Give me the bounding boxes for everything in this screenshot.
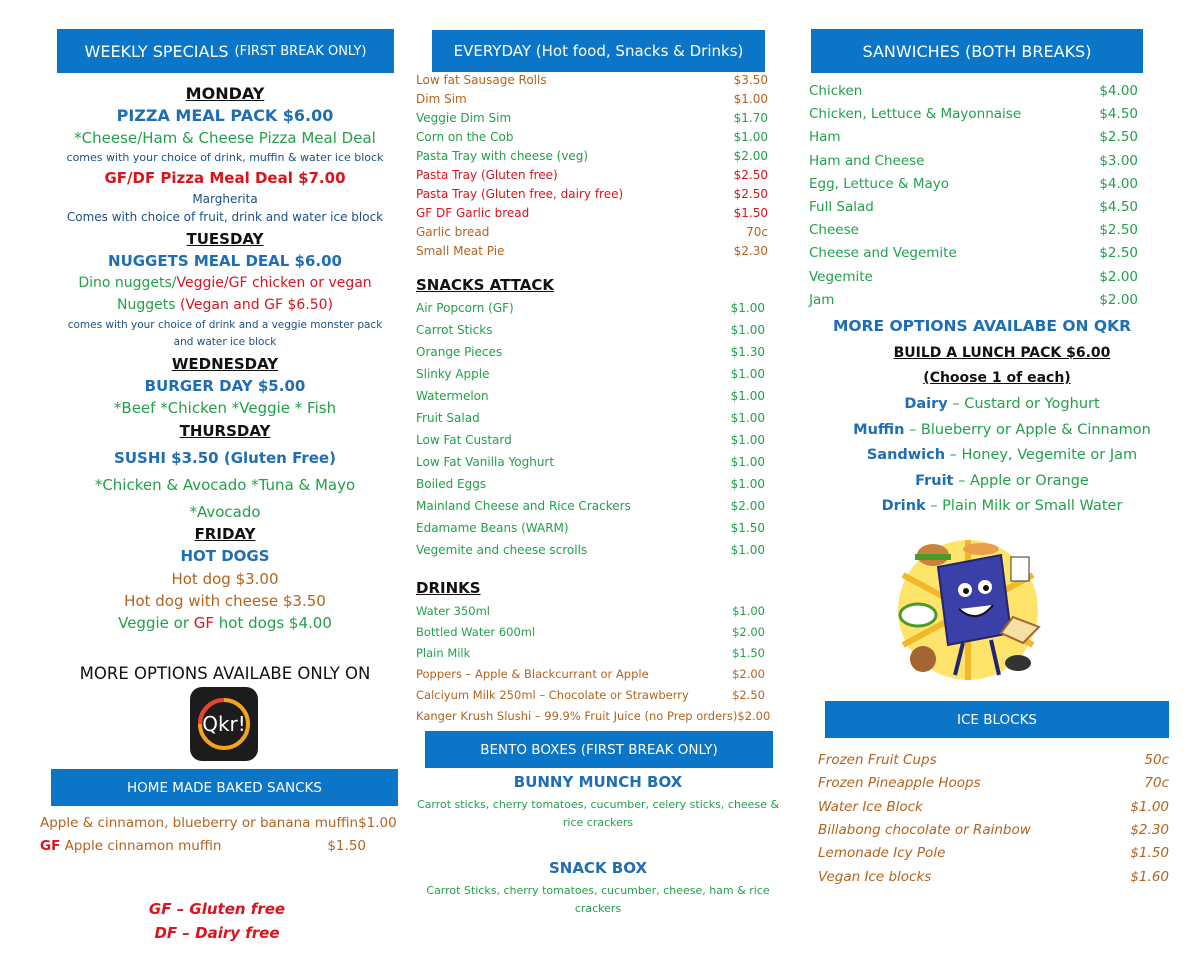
sandwich-item bbox=[809, 129, 1138, 145]
lunch-pack-title: BUILD A LUNCH PACK $6.00 bbox=[893, 345, 1111, 361]
sandwich-item-price: $3.00 bbox=[1099, 152, 1138, 169]
monday-items: *Cheese/Ham & Cheese Pizza Meal Deal bbox=[74, 129, 376, 147]
everyday-item-price: $1.70 bbox=[733, 111, 768, 125]
lunch-pack-item-text: – Blueberry or Apple & Cinnamon bbox=[904, 421, 1151, 438]
snack-item bbox=[416, 367, 765, 381]
snack-item bbox=[416, 499, 765, 513]
lunch-pack-item-label: Muffin bbox=[853, 421, 905, 438]
baked-row bbox=[40, 815, 397, 831]
bunny-box-desc2: rice crackers bbox=[562, 816, 634, 829]
bento-title: BENTO BOXES (FIRST BREAK ONLY) bbox=[480, 741, 718, 758]
lunch-pack-item-text: – Custard or Yoghurt bbox=[947, 396, 1100, 412]
ice-block-item bbox=[818, 752, 1169, 768]
snack-item-price: $1.00 bbox=[730, 389, 765, 403]
drink-item bbox=[416, 604, 765, 618]
everyday-item-name: Corn on the Cob bbox=[416, 130, 514, 144]
lunch-pack-item bbox=[820, 498, 1184, 514]
sandwich-item-name: Cheese and Vegemite bbox=[809, 245, 957, 262]
snack-box-desc1: Carrot Sticks, cherry tomatoes, cucumber, cheese, ham & rice bbox=[426, 884, 770, 897]
tuesday-heading: TUESDAY bbox=[186, 230, 264, 248]
lunch-pack-item bbox=[820, 422, 1184, 438]
ice-block-item-name: Frozen Fruit Cups bbox=[818, 752, 937, 768]
ice-block-item-price: $1.60 bbox=[1130, 868, 1169, 885]
friday-item3 bbox=[40, 614, 410, 632]
snacks-heading: SNACKS ATTACK bbox=[416, 276, 554, 294]
everyday-header bbox=[432, 30, 765, 72]
lunch-pack-item bbox=[820, 473, 1184, 489]
snack-item-price: $1.00 bbox=[730, 301, 765, 315]
snack-item bbox=[416, 455, 765, 469]
ice-blocks-title: ICE BLOCKS bbox=[956, 711, 1037, 728]
friday-item3-b: GF bbox=[193, 614, 215, 632]
snack-box-desc2: crackers bbox=[574, 902, 622, 915]
tuesday-line2-b: (Vegan and GF $6.50) bbox=[179, 297, 333, 313]
sandwich-item-price: $2.00 bbox=[1099, 291, 1138, 308]
snack-item bbox=[416, 301, 765, 315]
sandwich-item bbox=[809, 106, 1138, 122]
snack-item-price: $1.00 bbox=[730, 433, 765, 447]
drink-item-name: Plain Milk bbox=[416, 646, 471, 660]
snack-item-name: Low Fat Vanilla Yoghurt bbox=[416, 455, 555, 469]
thursday-items2: *Avocado bbox=[189, 503, 261, 521]
lunch-pack-item-text: – Plain Milk or Small Water bbox=[925, 498, 1123, 514]
qkr-label: Qkr! bbox=[202, 712, 246, 736]
everyday-item-name: Dim Sim bbox=[416, 92, 467, 106]
sandwich-item-price: $4.00 bbox=[1099, 175, 1138, 192]
snack-item-name: Watermelon bbox=[416, 389, 489, 403]
everyday-item-price: $2.50 bbox=[733, 168, 768, 182]
sandwiches-header bbox=[811, 29, 1143, 73]
more-options-qkr-right: MORE OPTIONS AVAILABE ON QKR bbox=[832, 317, 1132, 335]
ice-blocks-header bbox=[825, 701, 1169, 738]
snack-item-name: Low Fat Custard bbox=[416, 433, 512, 447]
ice-block-item bbox=[818, 775, 1169, 791]
everyday-item bbox=[416, 225, 768, 239]
snack-item-name: Slinky Apple bbox=[416, 367, 490, 381]
thursday-title: SUSHI $3.50 (Gluten Free) bbox=[114, 449, 336, 467]
sandwich-item bbox=[809, 83, 1138, 99]
snack-item-price: $1.00 bbox=[730, 543, 765, 557]
tuesday-line1-a: Dino nuggets/ bbox=[78, 275, 177, 291]
sandwich-item bbox=[809, 269, 1138, 285]
sandwich-item bbox=[809, 292, 1138, 308]
lunch-pack-item-label: Sandwich bbox=[866, 447, 946, 463]
sandwiches-title: SANWICHES (BOTH BREAKS) bbox=[862, 41, 1092, 61]
everyday-item-name: Garlic bread bbox=[416, 225, 490, 239]
bunny-box-desc1: Carrot sticks, cherry tomatoes, cucumber, celery sticks, cheese & bbox=[416, 798, 780, 811]
legend-gf: GF – Gluten free bbox=[148, 900, 286, 918]
ice-block-item-price: 50c bbox=[1144, 752, 1169, 768]
everyday-title: EVERYDAY (Hot food, Snacks & Drinks) bbox=[453, 42, 744, 60]
friday-item2: Hot dog with cheese $3.50 bbox=[124, 592, 326, 610]
thursday-items: *Chicken & Avocado *Tuna & Mayo bbox=[94, 476, 356, 494]
snack-item-price: $1.00 bbox=[730, 411, 765, 425]
everyday-item bbox=[416, 111, 768, 125]
sandwich-item-name: Chicken bbox=[809, 83, 863, 99]
everyday-item-name: Low fat Sausage Rolls bbox=[416, 73, 547, 87]
snack-item-name: Edamame Beans (WARM) bbox=[416, 521, 569, 535]
snack-item-name: Air Popcorn (GF) bbox=[416, 301, 514, 315]
everyday-item bbox=[416, 187, 768, 201]
sandwich-item bbox=[809, 245, 1138, 261]
weekly-specials-subtitle: (FIRST BREAK ONLY) bbox=[234, 43, 367, 59]
lunch-pack-item bbox=[820, 396, 1184, 412]
sandwich-item-name: Jam bbox=[809, 291, 835, 308]
everyday-item bbox=[416, 206, 768, 220]
qkr-app-icon[interactable] bbox=[190, 687, 258, 761]
ice-block-item-name: Frozen Pineapple Hoops bbox=[818, 775, 981, 792]
everyday-item-name: GF DF Garlic bread bbox=[416, 206, 530, 220]
sandwich-item bbox=[809, 199, 1138, 215]
bunny-box-title: BUNNY MUNCH BOX bbox=[513, 773, 683, 791]
wednesday-items: *Beef *Chicken *Veggie * Fish bbox=[113, 399, 337, 417]
drink-item bbox=[416, 709, 771, 723]
snack-item-price: $1.50 bbox=[730, 521, 765, 535]
lunch-pack-item-label: Drink bbox=[881, 498, 926, 514]
drink-item-name: Water 350ml bbox=[416, 604, 490, 618]
drink-item-price: $1.50 bbox=[732, 646, 765, 660]
everyday-item bbox=[416, 73, 768, 87]
wednesday-title: BURGER DAY $5.00 bbox=[144, 377, 306, 395]
drink-item bbox=[416, 625, 765, 639]
baked-item-name: Apple & cinnamon, blueberry or banana muffin bbox=[40, 815, 359, 831]
sandwich-item-name: Egg, Lettuce & Mayo bbox=[809, 175, 949, 192]
friday-title: HOT DOGS bbox=[180, 547, 270, 565]
weekly-specials-header bbox=[57, 29, 394, 73]
ice-block-item-price: $2.30 bbox=[1130, 821, 1169, 838]
everyday-item-price: $1.00 bbox=[733, 92, 768, 106]
snack-item-name: Vegemite and cheese scrolls bbox=[416, 543, 588, 557]
monday-gf-note: Comes with choice of fruit, drink and water ice block bbox=[66, 210, 384, 224]
drink-item-price: $2.00 bbox=[737, 709, 771, 723]
everyday-item-price: $2.30 bbox=[733, 244, 768, 258]
lunch-pack-item-text: – Honey, Vegemite or Jam bbox=[945, 447, 1138, 463]
tuesday-line2 bbox=[40, 297, 410, 313]
lunch-pack-item-text: – Apple or Orange bbox=[953, 472, 1089, 489]
monday-gf-title: GF/DF Pizza Meal Deal $7.00 bbox=[104, 169, 346, 187]
snack-item bbox=[416, 389, 765, 403]
tuesday-line1-b: Veggie/GF chicken or vegan bbox=[176, 275, 372, 291]
drink-item bbox=[416, 667, 765, 681]
friday-item3-a: Veggie or bbox=[118, 614, 194, 632]
snack-box-title: SNACK BOX bbox=[548, 859, 648, 877]
sandwich-item-price: $2.50 bbox=[1099, 129, 1138, 146]
tuesday-note1: comes with your choice of drink and a veggie monster pack bbox=[67, 319, 383, 331]
snack-item-price: $1.00 bbox=[730, 323, 765, 337]
sandwich-item-name: Cheese bbox=[809, 222, 859, 239]
drink-item-name: Kanger Krush Slushi – 99.9% Fruit Juice (no Prep orders) bbox=[416, 709, 738, 723]
ice-block-item-name: Lemonade Icy Pole bbox=[818, 845, 946, 862]
ice-block-item bbox=[818, 845, 1169, 861]
sandwich-item bbox=[809, 153, 1138, 169]
baked-title: HOME MADE BAKED SANCKS bbox=[127, 779, 322, 796]
baked-item-name: Apple cinnamon muffin bbox=[60, 838, 222, 854]
monday-gf-item: Margherita bbox=[192, 192, 258, 206]
snack-item-price: $1.00 bbox=[730, 477, 765, 491]
tuesday-line2-a: Nuggets bbox=[116, 297, 180, 313]
drink-item bbox=[416, 688, 765, 702]
legend-df: DF – Dairy free bbox=[154, 924, 280, 942]
everyday-item-name: Pasta Tray (Gluten free, dairy free) bbox=[416, 187, 624, 201]
baked-item-price: $1.50 bbox=[327, 838, 366, 854]
ice-block-item-name: Vegan Ice blocks bbox=[818, 868, 932, 885]
drinks-heading: DRINKS bbox=[416, 579, 481, 597]
everyday-item bbox=[416, 149, 768, 163]
weekly-specials-title: WEEKLY SPECIALS bbox=[84, 41, 229, 61]
everyday-item-price: 70c bbox=[746, 225, 768, 239]
baked-gf-prefix: GF bbox=[40, 838, 61, 854]
sandwich-item-price: $4.00 bbox=[1099, 83, 1138, 99]
snack-item bbox=[416, 477, 765, 491]
sandwich-item-name: Ham bbox=[809, 129, 841, 146]
sandwich-item-price: $2.50 bbox=[1099, 222, 1138, 239]
everyday-item-price: $1.00 bbox=[733, 130, 768, 144]
sandwich-item-name: Chicken, Lettuce & Mayonnaise bbox=[809, 106, 1022, 123]
sandwich-item-price: $4.50 bbox=[1099, 106, 1138, 123]
snack-item bbox=[416, 433, 765, 447]
ice-block-item-price: $1.50 bbox=[1130, 845, 1169, 862]
drink-item bbox=[416, 646, 765, 660]
tuesday-line1 bbox=[40, 275, 410, 291]
snack-item-name: Carrot Sticks bbox=[416, 323, 493, 337]
baked-item-price: $1.00 bbox=[358, 815, 397, 831]
sandwich-item-name: Vegemite bbox=[809, 268, 873, 285]
thursday-heading: THURSDAY bbox=[179, 422, 271, 440]
lunch-pack-subtitle: (Choose 1 of each) bbox=[923, 370, 1071, 386]
drink-item-name: Poppers – Apple & Blackcurrant or Apple bbox=[416, 667, 649, 681]
ice-block-item-price: $1.00 bbox=[1130, 798, 1169, 815]
everyday-item bbox=[416, 92, 768, 106]
everyday-item-price: $2.00 bbox=[733, 149, 768, 163]
lunch-pack-item-label: Dairy bbox=[904, 396, 948, 412]
ice-block-item bbox=[818, 822, 1169, 838]
snack-item-name: Fruit Salad bbox=[416, 411, 480, 425]
snack-item-price: $1.00 bbox=[730, 367, 765, 381]
snack-item-price: $1.00 bbox=[730, 455, 765, 469]
baked-row bbox=[40, 838, 366, 854]
everyday-item-name: Small Meat Pie bbox=[416, 244, 505, 258]
everyday-item-name: Pasta Tray (Gluten free) bbox=[416, 168, 558, 182]
sandwich-item-name: Ham and Cheese bbox=[809, 152, 925, 169]
snack-item bbox=[416, 323, 765, 337]
sandwich-item bbox=[809, 176, 1138, 192]
snack-item-name: Mainland Cheese and Rice Crackers bbox=[416, 499, 631, 513]
sandwich-item-price: $2.50 bbox=[1099, 245, 1138, 262]
lunch-pack-item bbox=[820, 447, 1184, 463]
everyday-item-name: Veggie Dim Sim bbox=[416, 111, 512, 125]
snack-item-price: $2.00 bbox=[730, 499, 765, 513]
snack-item bbox=[416, 345, 765, 359]
everyday-item bbox=[416, 168, 768, 182]
sandwich-item-price: $2.00 bbox=[1099, 268, 1138, 285]
everyday-item bbox=[416, 130, 768, 144]
everyday-item-price: $3.50 bbox=[733, 73, 768, 87]
ice-block-item-price: 70c bbox=[1144, 775, 1169, 792]
baked-header bbox=[51, 769, 398, 806]
monday-note: comes with your choice of drink, muffin & water ice block bbox=[66, 151, 384, 164]
ice-block-item bbox=[818, 799, 1169, 815]
drink-item-price: $2.00 bbox=[732, 667, 765, 681]
tuesday-title: NUGGETS MEAL DEAL $6.00 bbox=[108, 252, 342, 270]
snack-item bbox=[416, 521, 765, 535]
drink-item-price: $2.50 bbox=[732, 688, 765, 702]
tuesday-note2: and water ice block bbox=[173, 336, 277, 348]
ice-block-item bbox=[818, 869, 1169, 885]
drink-item-name: Bottled Water 600ml bbox=[416, 625, 536, 639]
monday-heading: MONDAY bbox=[185, 84, 265, 103]
everyday-item-price: $1.50 bbox=[733, 206, 768, 220]
everyday-item-name: Pasta Tray with cheese (veg) bbox=[416, 149, 589, 163]
everyday-item-price: $2.50 bbox=[733, 187, 768, 201]
sandwich-item-price: $4.50 bbox=[1099, 199, 1138, 215]
lunch-mascot-illustration bbox=[893, 535, 1043, 685]
drink-item-name: Calciyum Milk 250ml – Chocolate or Strawberry bbox=[416, 688, 689, 702]
ice-block-item-name: Water Ice Block bbox=[818, 798, 923, 815]
snack-item-price: $1.30 bbox=[730, 345, 765, 359]
snack-item bbox=[416, 411, 765, 425]
bento-header bbox=[425, 731, 773, 768]
snack-item-name: Boiled Eggs bbox=[416, 477, 487, 491]
everyday-item bbox=[416, 244, 768, 258]
wednesday-heading: WEDNESDAY bbox=[171, 355, 279, 373]
friday-heading: FRIDAY bbox=[194, 525, 256, 543]
snack-item-name: Orange Pieces bbox=[416, 345, 503, 359]
drink-item-price: $1.00 bbox=[732, 604, 765, 618]
drink-item-price: $2.00 bbox=[732, 625, 765, 639]
sandwich-item bbox=[809, 222, 1138, 238]
friday-item3-c: hot dogs $4.00 bbox=[214, 614, 332, 632]
more-options-qkr-text: MORE OPTIONS AVAILABE ONLY ON bbox=[79, 664, 371, 683]
lunch-pack-item-label: Fruit bbox=[915, 472, 954, 489]
friday-item1: Hot dog $3.00 bbox=[171, 570, 279, 588]
ice-block-item-name: Billabong chocolate or Rainbow bbox=[818, 821, 1031, 838]
sandwich-item-name: Full Salad bbox=[809, 199, 874, 215]
snack-item bbox=[416, 543, 765, 557]
monday-title: PIZZA MEAL PACK $6.00 bbox=[116, 106, 334, 125]
